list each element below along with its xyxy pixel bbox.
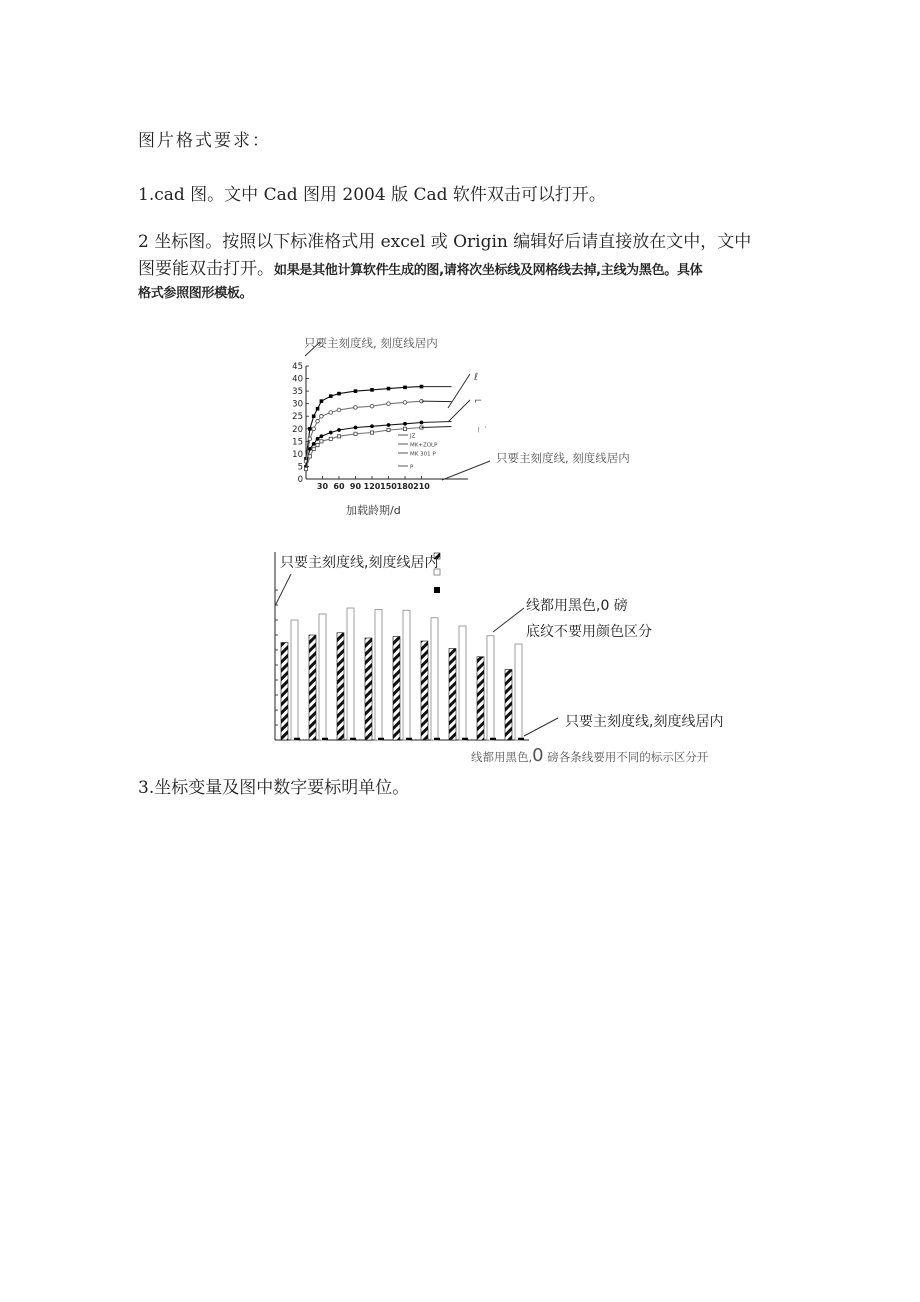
fig1-y-tick-label: 15 xyxy=(292,437,303,448)
fig2-annotation-line-right-3 xyxy=(524,718,558,736)
fig1-point xyxy=(320,414,324,418)
fig1-legend-label: MK 301 P xyxy=(410,451,436,458)
fig2-bar-solid xyxy=(406,738,412,740)
fig1-point xyxy=(316,444,319,447)
item-2-line2-normal: 图要能双击打开。 xyxy=(138,259,274,279)
fig2-annotation-right-3: 只要主刻度线,刻度线居内 xyxy=(565,714,724,730)
fig1-y-tick-label: 20 xyxy=(292,424,303,435)
fig2-bar-hatched xyxy=(337,633,344,740)
fig1-point xyxy=(337,428,341,432)
fig1-point xyxy=(354,432,357,435)
fig1-point xyxy=(387,423,391,427)
fig2-bar-solid xyxy=(434,738,440,740)
fig2-annotation-top: 只要主刻度线,刻度线居内 xyxy=(280,555,439,571)
fig1-series-extension xyxy=(422,401,452,402)
fig1-point xyxy=(308,455,311,458)
fig1-point xyxy=(403,422,407,426)
fig2-annotation-right-2: 底纹不要用颜色区分 xyxy=(526,624,652,640)
fig1-point xyxy=(337,435,340,438)
fig2-annotation-line-right-1 xyxy=(493,608,524,632)
fig2-plot-area xyxy=(275,552,529,740)
item-2-bold-note-line2: 格式参照图形模板。 xyxy=(138,286,253,301)
item-2-text-line1: 2 坐标图。按照以下标准格式用 excel 或 Origin 编辑好后请直接放在文中，文中 xyxy=(138,232,752,252)
fig1-y-tick-label: 5 xyxy=(297,462,303,473)
fig1-y-tick-label: 25 xyxy=(292,412,303,423)
fig2-bar-open xyxy=(347,608,354,740)
fig2-bar-open xyxy=(487,636,494,740)
fig1-annotation-line-right xyxy=(442,461,490,480)
fig1-point xyxy=(312,414,316,418)
fig2-bar-hatched xyxy=(365,638,372,740)
fig2-bar-solid xyxy=(490,738,496,740)
fig1-point xyxy=(316,419,320,423)
fig1-legend-label: P xyxy=(410,464,414,471)
fig1-annotation-top: 只要主刻度线, 刻度线居内 xyxy=(304,336,438,350)
fig1-y-tick-label: 40 xyxy=(292,374,303,385)
fig2-bar-hatched xyxy=(477,657,484,740)
fig2-bar-open xyxy=(319,614,326,740)
item-2-bold-note: 如果是其他计算软件生成的图,请将次坐标线及网格线去掉,主线为黑色。具体 xyxy=(274,263,703,278)
fig1-point xyxy=(329,437,332,440)
item-1-text: 1.cad 图。文中 Cad 图用 2004 版 Cad 软件双击可以打开。 xyxy=(138,185,606,205)
fig2-bar-solid xyxy=(518,738,524,740)
fig1-x-tick-label: 180 xyxy=(396,482,414,491)
fig1-series-line xyxy=(306,401,422,461)
fig2-annotation-bottom-part-a: 线都用黑色, xyxy=(471,750,533,764)
fig2-annotation-bottom-part-c: 磅各条线要用不同的标示区分开 xyxy=(543,750,709,764)
fig2-bar-open xyxy=(375,610,382,741)
fig1-point xyxy=(354,426,358,430)
fig1-y-tick-label: 0 xyxy=(297,475,303,485)
fig1-point xyxy=(320,434,324,438)
fig2-bar-solid xyxy=(462,738,468,740)
fig2-bar-hatched xyxy=(309,635,316,740)
fig1-point xyxy=(320,399,324,403)
fig1-legend-label: JZ xyxy=(410,433,416,440)
fig1-y-tick-label: 10 xyxy=(292,449,303,460)
fig1-point xyxy=(354,406,358,410)
fig1-point xyxy=(337,408,341,412)
fig1-legend-label: MK+ZOLP xyxy=(410,442,438,449)
fig1-x-tick-label: 150 xyxy=(380,482,397,491)
fig1-point xyxy=(308,437,312,441)
fig2-bar-hatched xyxy=(393,637,400,741)
fig1-point xyxy=(370,431,373,434)
fig1-point xyxy=(329,411,333,415)
fig1-x-tick-label: 60 xyxy=(333,482,345,491)
fig2-legend-swatch-solid xyxy=(434,587,440,593)
fig2-bar-solid xyxy=(350,738,356,740)
fig1-point xyxy=(387,402,391,406)
fig2-bar-solid xyxy=(378,738,384,740)
fig1-plot-area xyxy=(292,362,468,491)
fig1-point xyxy=(312,447,315,450)
fig2-bar-open xyxy=(459,626,466,740)
fig1-point xyxy=(387,387,391,391)
fig1-point xyxy=(312,427,316,431)
fig1-point xyxy=(308,427,312,431)
fig1-point xyxy=(329,394,333,398)
fig2-bar-hatched xyxy=(281,643,288,741)
fig1-x-axis-label: 加载龄期/d xyxy=(346,504,401,517)
fig2-annotation-bottom-part-b: 0 xyxy=(532,745,544,766)
fig1-y-tick-label: 45 xyxy=(292,362,303,372)
fig1-point xyxy=(403,386,407,390)
fig2-bar-hatched xyxy=(449,649,456,741)
fig2-bar-solid xyxy=(294,738,300,740)
fig2-bar-solid xyxy=(322,738,328,740)
fig1-point xyxy=(370,404,374,408)
fig1-point xyxy=(387,428,390,431)
figure-2-bar-chart xyxy=(268,546,738,768)
fig2-bar-hatched xyxy=(421,641,428,740)
fig1-point xyxy=(304,467,307,470)
fig1-point xyxy=(370,388,374,392)
fig1-point xyxy=(370,424,374,428)
fig2-bar-open xyxy=(403,610,410,740)
fig1-glyph-mid-right: ⌐ xyxy=(474,396,483,407)
fig1-point xyxy=(403,427,406,430)
figure-1-line-chart xyxy=(278,330,678,525)
section-heading: 图片格式要求： xyxy=(138,131,271,151)
fig2-annotation-bottom xyxy=(471,745,709,766)
fig1-x-tick-label: 210 xyxy=(413,482,430,491)
fig1-y-tick-label: 30 xyxy=(292,399,303,410)
fig2-bar-open xyxy=(291,620,298,740)
fig1-glyph-upper-right: ℓ xyxy=(474,372,479,383)
item-2-text-line2 xyxy=(138,254,702,279)
fig1-x-tick-label: 120 xyxy=(363,482,381,491)
fig1-point xyxy=(329,431,333,435)
fig1-annotation-right: 只要主刻度线, 刻度线居内 xyxy=(496,451,630,465)
fig2-bar-hatched xyxy=(505,670,512,741)
fig1-series-extension xyxy=(422,422,452,423)
fig1-y-tick-label: 35 xyxy=(292,387,303,398)
fig1-point xyxy=(337,392,341,396)
fig1-point xyxy=(312,442,316,446)
item-3-text: 3.坐标变量及图中数字要标明单位。 xyxy=(138,778,410,798)
fig1-point xyxy=(316,407,320,411)
fig1-series-extension xyxy=(422,427,452,428)
fig1-x-tick-label: 90 xyxy=(349,482,362,491)
fig1-point xyxy=(403,401,407,405)
fig1-point xyxy=(320,440,323,443)
fig1-series-line xyxy=(306,428,422,470)
fig1-point xyxy=(354,389,358,393)
fig2-bar-open xyxy=(515,644,522,740)
fig2-annotation-right-1: 线都用黑色,0 磅 xyxy=(526,598,628,614)
fig1-point xyxy=(316,437,320,441)
fig2-bar-open xyxy=(431,618,438,740)
fig1-point xyxy=(308,447,312,451)
fig1-x-tick-label: 30 xyxy=(316,482,329,491)
fig1-glyph-lower-right: ╷ · xyxy=(476,423,488,433)
